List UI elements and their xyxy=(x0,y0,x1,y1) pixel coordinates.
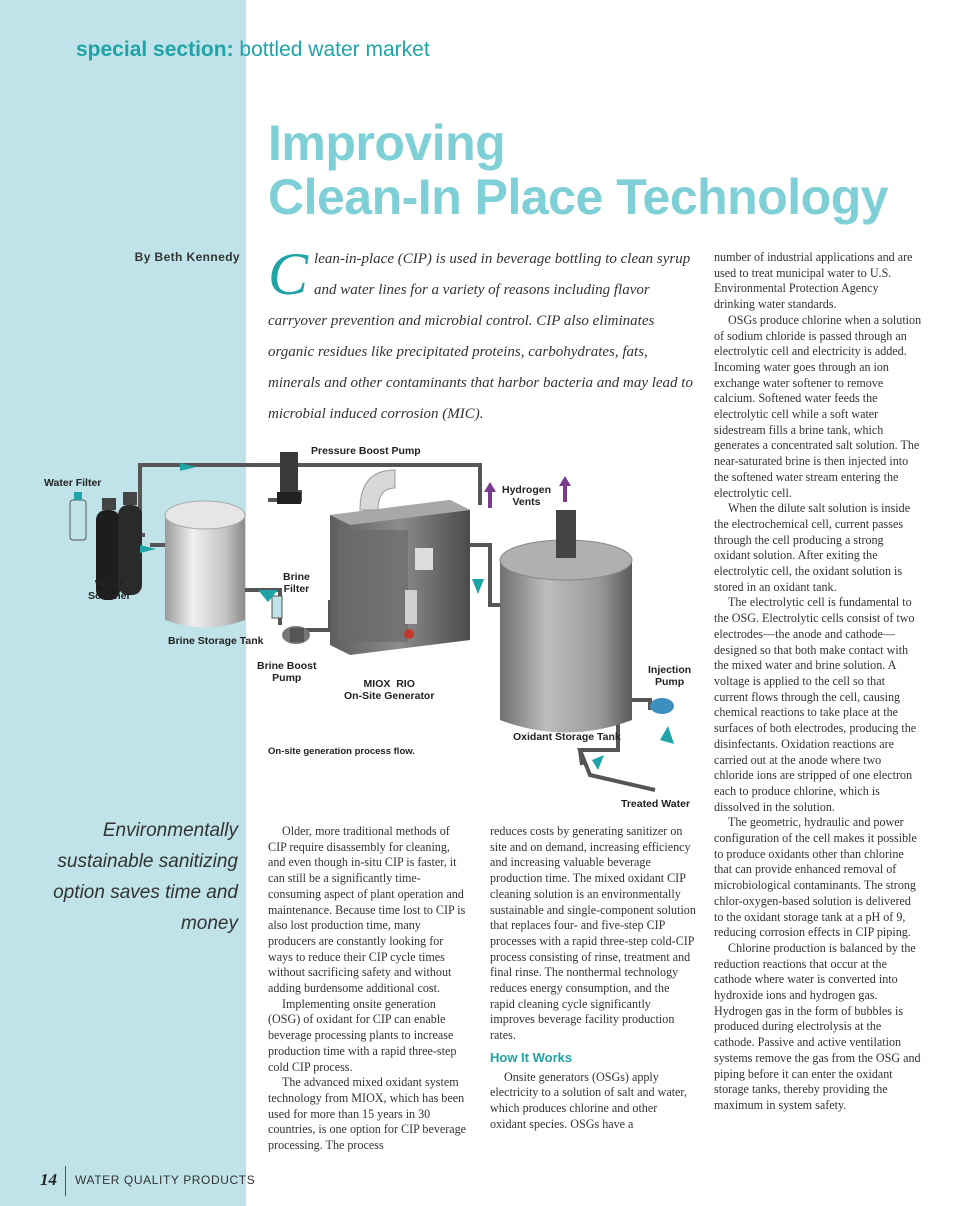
label-water-filter: Water Filter xyxy=(44,477,102,489)
paragraph: reduces costs by generating sanitizer on site and on demand, increasing efficiency and increasing valuable beverage production time. The mixed oxidant CIP cleaning solution is an environmentally sustainable and single-component solution that replaces four- and five-step CIP processes with a rapid three-step cold-CIP process consisting of rinse, treatment and final rinse. The nonthermal technology reduces energy consumption, and the rapid cleaning cycle significantly improves beverage facility production rates. xyxy=(490,824,696,1043)
paragraph: number of industrial applications and are used to treat municipal water to U.S. Environmental Protection Agency drinking water standards. xyxy=(714,250,913,312)
brine-filter-shape xyxy=(272,596,282,618)
section-prefix: special section: xyxy=(76,38,234,61)
section-label xyxy=(76,38,430,62)
process-diagram xyxy=(0,430,700,820)
label-brine-filter: Brine Filter xyxy=(283,571,310,595)
body-column-2 xyxy=(490,824,696,1132)
label-water-softener: Water Softener xyxy=(88,578,131,602)
publication-name: WATER QUALITY PRODUCTS xyxy=(75,1173,256,1187)
lede-paragraph xyxy=(268,241,698,430)
paragraph: The advanced mixed oxidant system technology from MIOX, which has been used for more than 15 years in 30 countries, is one option for CIP beverage processing. The process xyxy=(268,1075,467,1153)
pull-quote: Environmentally sustainable sanitizing option saves time and money xyxy=(53,820,238,934)
paragraph: The electrolytic cell is fundamental to the OSG. Electrolytic cells consist of two electrodes—the anode and cathode—designed so that both make contact with the mixed water and brine solution. A voltage is applied to the cell so that current flows through the cell, causing chemical reactions to take place at the surfaces of both electrodes, producing the disinfectants. Oxidation reactions are carried out at the anode where two chloride ions are stripped of one electron each to produce chlorine, which is dissolved in the solution. xyxy=(714,595,917,814)
section-name: bottled water market xyxy=(233,38,430,61)
paragraph: Chlorine production is balanced by the reduction reactions that occur at the cathode where water is converted into hydroxide ions and hydrogen gas. Hydrogen gas in the form of bubbles is produced during electrolysis at the cathode. Passive and active ventilation systems remove the gas from the OSG and piping before it can enter the oxidant storage tanks, thereby providing the maximum in system safety. xyxy=(714,940,921,1112)
label-generator: MIOX RIO On-Site Generator xyxy=(344,678,435,702)
label-oxidant-storage-tank: Oxidant Storage Tank xyxy=(513,731,621,743)
label-treated-water: Treated Water xyxy=(621,798,691,810)
label-brine-boost-pump: Brine Boost Pump xyxy=(257,660,317,684)
label-brine-storage-tank: Brine Storage Tank xyxy=(168,635,264,647)
paragraph: When the dilute salt solution is inside the electrochemical cell, current passes through the cell producing a strong oxidant solution. After exiting the electrolytic cell, the oxidant solution is stored in an oxidant tank. xyxy=(714,501,911,594)
oxidant-storage-tank-shape xyxy=(500,510,632,733)
title-line-2: Clean-In Place Technology xyxy=(268,169,889,225)
figure-caption: On-site generation process flow. xyxy=(268,746,415,757)
lede-text: lean-in-place (CIP) is used in beverage bottling to clean syrup and water lines for a variety of reasons including flavor carryover prevention and microbial control. CIP also eliminates organic residues like precipitated proteins, carbohydrates, fats, minerals and other contaminants that harbor bacteria and may lead to microbial induced corrosion (MIC). xyxy=(268,251,693,422)
paragraph: Onsite generators (OSGs) apply electricity to a solution of salt and water, which produces chlorine and other oxidant species. OSGs have a xyxy=(490,1069,687,1131)
generator-shape xyxy=(330,470,470,655)
article-title xyxy=(268,116,938,224)
body-column-1 xyxy=(268,824,468,1154)
subheading-how-it-works: How It Works xyxy=(490,1049,573,1065)
drop-cap: C xyxy=(268,241,309,307)
paragraph: Older, more traditional methods of CIP require disassembly for cleaning, and even though in-situ CIP is faster, it can still be a significantly time-consuming aspect of plant operation and maintenance. Because time lost to CIP is also lost production time, many producers are constantly looking for ways to reduce their CIP cycle times without sacrificing safety and without adding burdensome additional cost. xyxy=(268,824,466,996)
page-number: 14 xyxy=(40,1170,57,1189)
body-column-3 xyxy=(714,250,922,1114)
paragraph: The geometric, hydraulic and power configuration of the cell makes it possible to produce oxidants other than chlorine that can provide enhanced removal of microbiological contaminants. The strong chlor-oxygen-based solution is delivered to the oxidant storage tank at a pH of 9, reducing corrosion effects in CIP piping. xyxy=(714,815,917,940)
pressure-boost-pump-shape xyxy=(277,452,301,504)
water-filter-unit xyxy=(70,492,86,540)
paragraph: OSGs produce chlorine when a solution of sodium chloride is passed through an electrolytic cell and electricity is added. Incoming water goes through an ion exchange water softener to remove calcium. Softened water feeds the electrolytic cell while a soft water sidestream fills a brine tank, which generates a concentrated salt solution. The near-saturated brine is then injected into the softened water stream entering the electrolytic cell. xyxy=(714,312,922,500)
injection-pump-shape xyxy=(650,698,674,714)
title-line-1: Improving xyxy=(268,115,506,171)
diagram-illustration xyxy=(0,430,700,820)
label-pressure-boost-pump: Pressure Boost Pump xyxy=(311,445,421,457)
label-injection-pump: Injection Pump xyxy=(648,664,692,688)
label-hydrogen-vents: Hydrogen Vents xyxy=(502,484,552,508)
paragraph: Implementing onsite generation (OSG) of oxidant for CIP can enable beverage processing plants to increase production time with a rapid three-step cold CIP process. xyxy=(268,996,457,1074)
brine-storage-tank-shape xyxy=(165,501,245,628)
footer-divider xyxy=(65,1166,66,1196)
byline: By Beth Kennedy xyxy=(134,250,240,264)
brine-boost-pump-shape xyxy=(282,626,310,644)
